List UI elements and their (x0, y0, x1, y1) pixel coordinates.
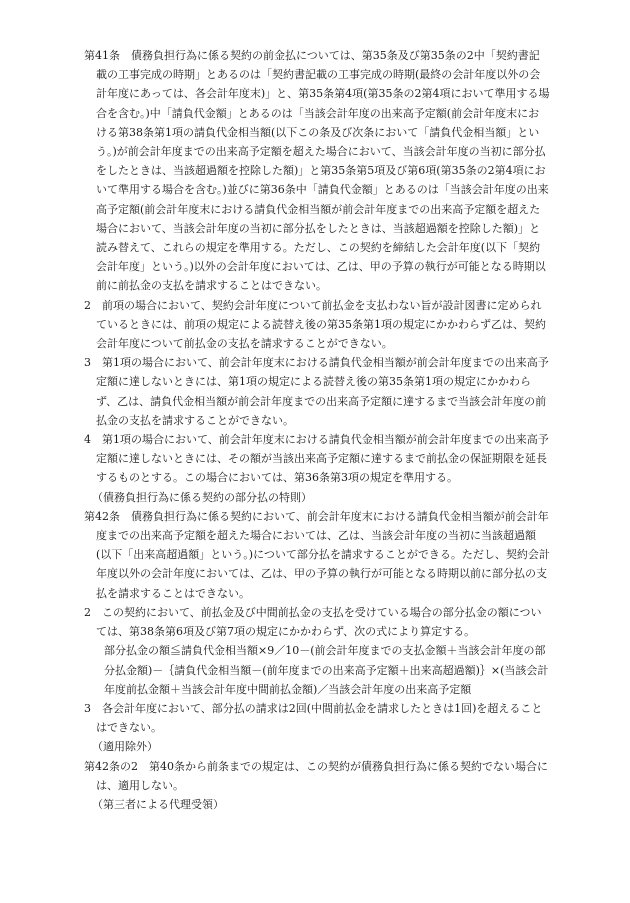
article-42-heading: （債務負担行為に係る契約の部分払の特則） (92, 490, 312, 504)
article-41-paragraph-3: 3 第1項の場合において、前会計年度末における請負代金相当額が前会計年度までの出来高予定額に達しないときには、第1項の規定による読替え後の第35条第1項の規定にかかわらず、乙は、請負代金相当額が前会計年度までの出来高予定額に達するまで当該会計年度の前払金の支払を請求することができない。 (84, 356, 549, 427)
article-41: 第41条 債務負担行為に係る契約の前金払については、第35条及び第35条の2中「契約書記載の工事完成の時期」とあるのは「契約書記載の工事完成の時期(最終の会計年度以外の会計年度にあっては、各会計年度末)」と、第35条第4項(第35条の2第4項において準用する場合を含む。)中「請負代金額」とあるのは「当該会計年度の出来高予定額(前会計年度末における第38条第1項の請負代金相当額(以下この条及び次条において「請負代金相当額」という。)が前会計年度までの出来高予定額を超えた場合において、当該会計年度の当初に部分払をしたときは、当該超過額を控除した額)」と第35条第5項及び第6項(第35条の2第4項において準用する場合を含む。)並びに第36条中「請負代金額」とあるのは「当該会計年度の出来高予定額(前会計年度末における請負代金相当額が前会計年度までの出来高予定額を超えた場合において、当該会計年度の当初に部分払をしたときは、当該超過額を控除した額)」と読み替えて、これらの規定を準用する。ただし、この契約を締結した会計年度(以下「契約会計年度」という。)以外の会計年度においては、乙は、甲の予算の執行が可能となる時期以前に前払金の支払を請求することはできない。 (84, 49, 550, 293)
article-42-paragraph-3: 3 各会計年度において、部分払の請求は2回(中間前払金を請求したときは1回)を超えることはできない。 (84, 701, 543, 735)
document-page (84, 46, 550, 814)
partial-payment-formula: 部分払金の額≦請負代金相当額×9／10－(前会計年度までの支払金額＋当該会計年度の部分払金額)－｛請負代金相当額－(前年度までの出来高予定額＋出来高超過額)｝×(当該会計年度前払金額＋当該会計年度中間前払金額)／当該会計年度の出来高予定額 (104, 644, 549, 696)
article-41-paragraph-4: 4 第1項の場合において、前会計年度末における請負代金相当額が前会計年度までの出来高予定額に達しないときには、その額が当該出来高予定額に達するまで前払金の保証期限を延長するものとする。この場合においては、第36条第3項の規定を準用する。 (84, 433, 549, 485)
article-42-paragraph-2: 2 この契約において、前払金及び中間前払金の支払を受けている場合の部分払金の額については、第38条第6項及び第7項の規定にかかわらず、次の式により算定する。 (84, 605, 542, 639)
article-42-2-heading: （適用除外） (92, 740, 158, 754)
article-41-paragraph-2: 2 前項の場合において、契約会計年度について前払金を支払わない旨が設計図書に定められているときには、前項の規定による読替え後の第35条第1項の規定にかかわらず乙は、契約会計年度について前払金の支払を請求することができない。 (84, 298, 546, 351)
article-42: 第42条 債務負担行為に係る契約において、前会計年度末における請負代金相当額が前会計年度までの出来高予定額を超えた場合においては、乙は、当該会計年度の当初に当該超過額(以下「出来高超過額」という。)について部分払を請求することができる。ただし、契約会計年度以外の会計年度においては、乙は、甲の予算の執行が可能となる時期以前に部分払の支払を請求することはできない。 (84, 509, 550, 600)
next-article-heading: （第三者による代理受領） (92, 797, 224, 811)
article-42-2: 第42条の2 第40条から前条までの規定は、この契約が債務負担行為に係る契約でない場合には、適用しない。 (84, 759, 548, 792)
